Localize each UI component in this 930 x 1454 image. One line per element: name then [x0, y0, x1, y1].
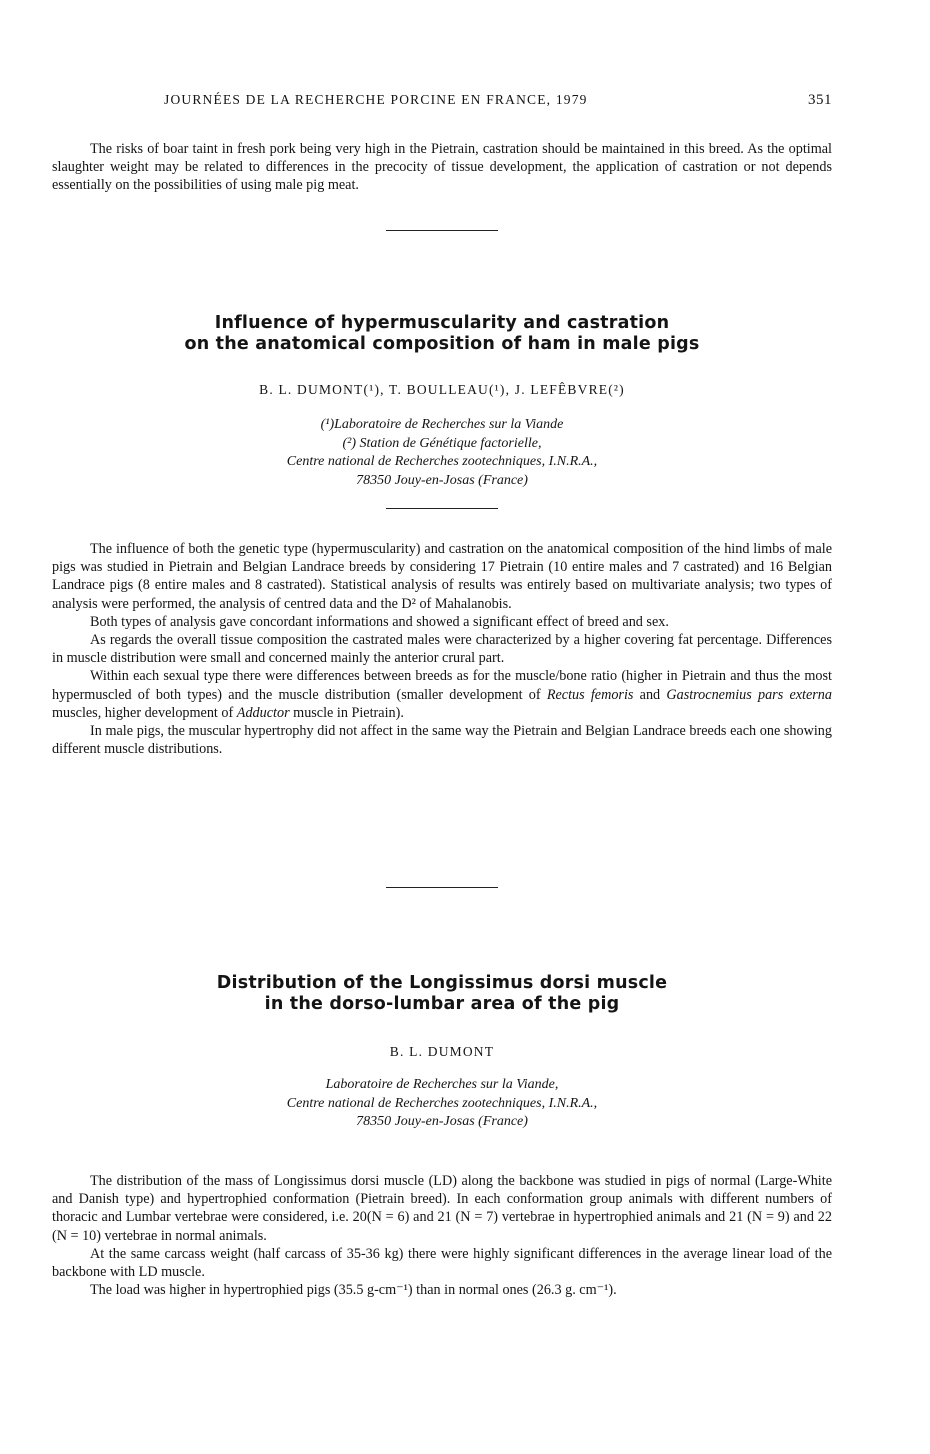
article1-affiliation-line3: Centre national de Recherches zootechniques, I.N.R.A., [286, 454, 598, 469]
running-header [52, 92, 832, 114]
article2-paragraph-1: The distribution of the mass of Longissimus dorsi muscle (LD) along the backbone was studied in pigs of normal (Large-White and Danish type) and hypertrophied conformation (Pietrain breed). In each conformation group animals with different numbers of thoracic and Lumbar vertebrae were considered, i.e. 20(N = 6) and 21 (N = 7) vertebrae in hypertrophied animals and 21 (N = 9) and 22 (N = 10) vertebrae in normal animals. [52, 1173, 832, 1244]
article2-title [52, 973, 832, 1015]
muscle-name: Rectus femoris [546, 686, 634, 703]
article2-title-line1: Distribution of the Longissimus dorsi muscle [216, 973, 668, 993]
intro-paragraph: The risks of boar taint in fresh pork being very high in the Pietrain, castration should be maintained in this breed. As the optimal slaughter weight may be related to differences in the precocity of tissue development, the application of castration or not depends essentially on the possibilities of using male pig meat. [52, 141, 832, 194]
intro-paragraph-block [52, 140, 832, 195]
muscle-name: Gastrocnemius pars externa [666, 686, 832, 703]
article1-paragraph-2: Both types of analysis gave concordant informations and showed a significant effect of breed and sex. [90, 613, 669, 630]
article1-authors: B. L. DUMONT(¹), T. BOULLEAU(¹), J. LEFÊBVRE(²) [259, 382, 625, 397]
article2-body [52, 1172, 832, 1299]
article1-title [52, 313, 832, 355]
article1-body [52, 540, 832, 758]
article1-paragraph-5: In male pigs, the muscular hypertrophy did not affect in the same way the Pietrain and Belgian Landrace breeds each one showing different muscle distributions. [52, 723, 832, 758]
page-number: 351 [808, 92, 832, 108]
muscle-name: Adductor [236, 704, 290, 721]
article1-affiliation-line1: (¹)Laboratoire de Recherches sur la Viande [320, 417, 564, 432]
article2-paragraph-2: At the same carcass weight (half carcass of 35-36 kg) there were highly significant differences in the average linear load of the backbone with LD muscle. [52, 1245, 832, 1281]
article2-affiliation-line2: Centre national de Recherches zootechniques, I.N.R.A., [286, 1095, 598, 1111]
article2-affiliation-line1: Laboratoire de Recherches sur la Viande, [325, 1077, 559, 1092]
article1-paragraph-1: The influence of both the genetic type (hypermuscularity) and castration on the anatomical composition of the hind limbs of male pigs was studied in Pietrain and Belgian Landrace breeds by considering 17 Pietrain (10 entire males and 7 castrated) and 16 Belgian Landrace pigs (8 entire males and 8 castrated). Statistical analysis of results was entirely based on multivariate analysis; two types of analysis were performed, the analysis of centred data and the D² of Mahalanobis. [52, 541, 832, 612]
document-page [52, 0, 832, 1454]
separator-rule [386, 508, 498, 509]
article1-title-line2: on the anatomical composition of ham in male pigs [184, 334, 700, 354]
journal-title: JOURNÉES DE LA RECHERCHE PORCINE EN FRANCE, 1979 [164, 92, 588, 107]
separator-rule [386, 887, 498, 888]
article2-title-line2: in the dorso-lumbar area of the pig [264, 994, 620, 1014]
separator-rule [386, 230, 498, 231]
article1-affiliation-line2: (²) Station de Génétique factorielle, [342, 435, 542, 451]
article2-paragraph-3: The load was higher in hypertrophied pigs (35.5 g-cm⁻¹) than in normal ones (26.3 g. cm⁻¹). [90, 1282, 617, 1299]
article1-paragraph-4: Within each sexual type there were differences between breeds as for the muscle/bone ratio (higher in Pietrain and thus the most hypermuscled of both types) and the muscle distribution (smaller development of Rectus femoris and Gastrocnemius pars externa muscles, higher development of Adductor muscle in Pietrain). [52, 668, 832, 721]
article2-authors: B. L. DUMONT [389, 1044, 495, 1059]
article2-affiliation-line3: 78350 Jouy-en-Josas (France) [356, 1114, 528, 1129]
article1-affiliation-line4: 78350 Jouy-en-Josas (France) [356, 472, 528, 488]
article1-affiliation [52, 416, 832, 490]
article1-title-line1: Influence of hypermuscularity and castration [214, 313, 670, 333]
article2-affiliation [52, 1076, 832, 1132]
article1-paragraph-3: As regards the overall tissue composition the castrated males were characterized by a higher covering fat percentage. Differences in muscle distribution were small and concerned mainly the anterior crural part. [52, 632, 832, 667]
